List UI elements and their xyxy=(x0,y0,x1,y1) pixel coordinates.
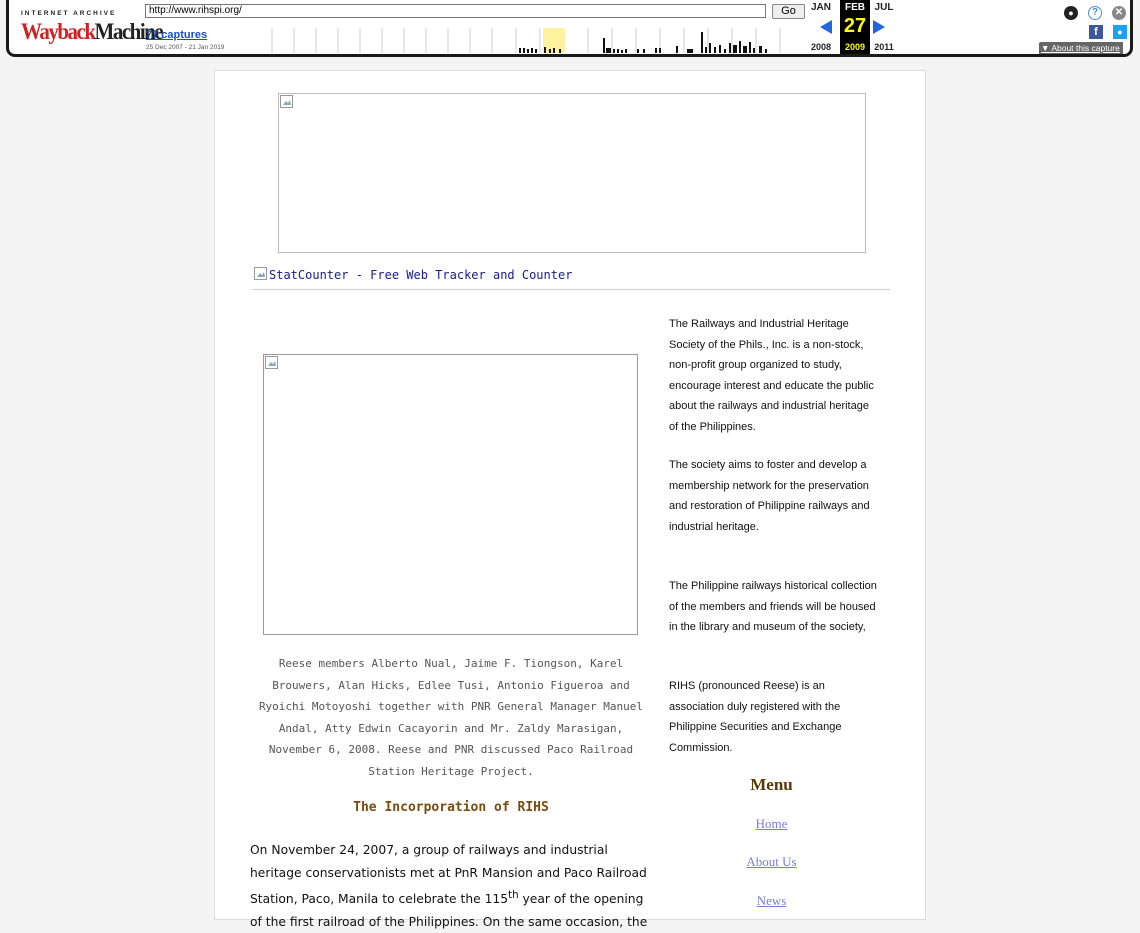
next-capture-arrow-icon[interactable] xyxy=(873,20,885,34)
photo-caption: Reese members Alberto Nual, Jaime F. Tiongson, Karel Brouwers, Alan Hicks, Edlee Tusi, Antonio Figueroa and Ryoichi Motoyoshi together with PNR General Manager Manuel Andal, Atty Edwin Cacayorin and Mr. Zaldy Marasigan, November 6, 2008. Reese and PNR discussed Paco Railroad Station Heritage Project. xyxy=(258,657,644,778)
about-capture-label: About this capture xyxy=(1051,43,1120,53)
about-capture-dropdown[interactable] xyxy=(1039,42,1123,54)
sidebar-paragraph: The Railways and Industrial Heritage Society of the Phils., Inc. is a non-stock, non-profit group organized to study, encourage interest and educate the public about the railways and industrial heritage of the Philippines. xyxy=(669,318,874,433)
body-paragraph xyxy=(250,839,650,933)
broken-image-icon xyxy=(280,95,294,109)
logo-brand-a: Wayback xyxy=(21,18,95,45)
facebook-share-icon[interactable]: f xyxy=(1089,25,1103,39)
section-title: The Incorporation of RIHS xyxy=(353,800,549,815)
wayback-logo[interactable] xyxy=(21,10,163,45)
prev-year-label[interactable]: 2008 xyxy=(810,42,832,52)
body-text-superscript: th xyxy=(508,889,519,901)
divider xyxy=(252,289,890,290)
current-day-label: 27 xyxy=(843,15,867,37)
logo-brand-b: Machine xyxy=(94,18,163,45)
broken-image-icon xyxy=(265,356,279,370)
dropdown-triangle-icon: ▼ xyxy=(1041,43,1050,53)
twitter-share-icon[interactable]: ● xyxy=(1113,25,1127,39)
close-icon[interactable]: ✕ xyxy=(1112,6,1126,20)
next-year-label[interactable]: 2011 xyxy=(874,42,894,52)
wayback-toolbar xyxy=(6,0,1133,57)
current-year-label: 2009 xyxy=(844,42,866,52)
menu-link-about-us[interactable]: About Us xyxy=(746,854,797,869)
capture-sparkline[interactable] xyxy=(247,28,795,53)
sidebar-paragraph: The Philippine railways historical collection of the members and friends will be housed in the library and museum of the society, xyxy=(669,580,877,633)
user-account-icon[interactable]: ● xyxy=(1064,6,1078,20)
go-button[interactable]: Go xyxy=(772,4,805,19)
archived-page xyxy=(214,70,926,929)
menu-title: Menu xyxy=(750,775,793,794)
menu-link-home[interactable]: Home xyxy=(755,816,788,831)
broken-image-icon xyxy=(254,267,268,281)
captures-range: 25 Dec 2007 - 21 Jan 2019 xyxy=(146,44,225,51)
statcounter-link[interactable] xyxy=(254,267,572,282)
sidebar-paragraph: RIHS (pronounced Reese) is an association duly registered with the Philippine Securities and Exchange Commission. xyxy=(669,680,842,754)
url-input[interactable]: http://www.rihspi.org/ xyxy=(145,4,766,18)
next-month-label: JUL xyxy=(874,2,894,13)
prev-capture-arrow-icon[interactable] xyxy=(820,20,832,34)
header-banner-image xyxy=(278,93,866,253)
logo-wordmark xyxy=(21,18,163,46)
prev-month-label: JAN xyxy=(810,2,831,13)
sidebar-paragraph: The society aims to foster and develop a membership network for the preservation and restoration of Philippine railways and industrial heritage. xyxy=(669,459,870,533)
help-icon[interactable]: ? xyxy=(1088,6,1102,20)
logo-subtitle: INTERNET ARCHIVE xyxy=(21,10,117,17)
year-dividers xyxy=(272,28,780,53)
body-text-part1: On November 24, 2007, a group of railways and industrial heritage conservationists met at PnR Mansion and Paco Railroad Station, Paco, Manila to celebrate the 115 xyxy=(250,843,647,907)
menu-link-news[interactable]: News xyxy=(756,893,787,908)
group-photo-image xyxy=(263,354,638,635)
current-month-label: FEB xyxy=(845,2,865,13)
statcounter-link-text: StatCounter - Free Web Tracker and Counter xyxy=(269,268,573,282)
body-text-part2: year of the opening of the first railroad of the Philippines. On the same occasion, the xyxy=(250,892,648,929)
captures-link[interactable]: 77 captures xyxy=(146,29,208,41)
